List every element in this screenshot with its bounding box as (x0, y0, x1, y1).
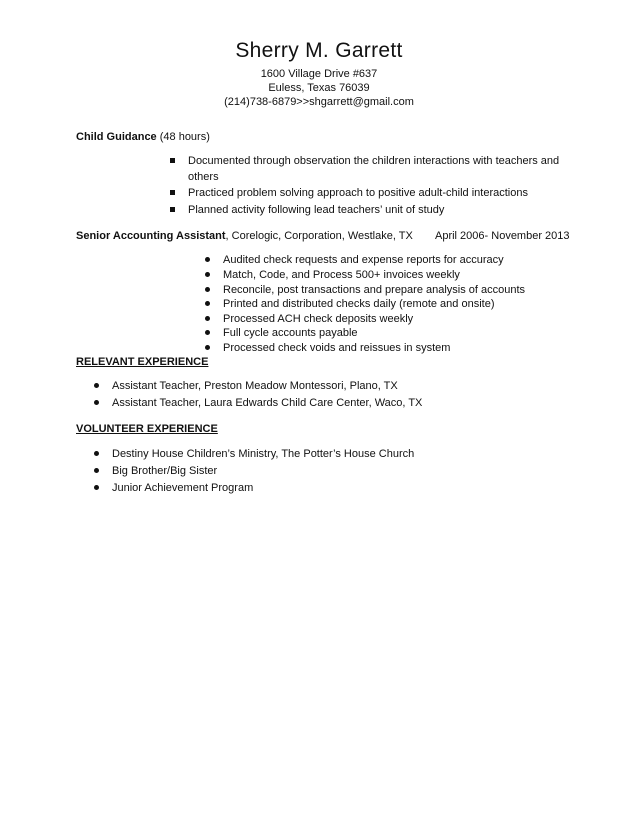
list-item: Assistant Teacher, Preston Meadow Montessori, Plano, TX (94, 379, 398, 393)
square-bullet-icon (170, 158, 175, 163)
address-line-1: 1600 Village Drive #637 (260, 68, 378, 80)
bullet-dot-icon (205, 287, 210, 292)
bullet-dot-icon (94, 383, 99, 388)
child-guidance-hours: (48 hours) (156, 131, 210, 143)
list-item: Printed and distributed checks daily (remote and onsite) (205, 297, 494, 311)
job-title: Senior Accounting Assistant (76, 230, 226, 242)
child-guidance-title: Child Guidance (76, 131, 157, 143)
bullet-dot-icon (205, 272, 210, 277)
list-item: Destiny House Children’s Ministry, The Potter’s House Church (94, 447, 414, 461)
bullet-dot-icon (205, 301, 210, 306)
list-item: Audited check requests and expense reports for accuracy (205, 253, 504, 267)
job-heading (76, 229, 413, 243)
child-guidance-heading (76, 130, 210, 144)
bullet-dot-icon (205, 330, 210, 335)
list-item: Documented through observation the children interactions with teachers and (170, 154, 559, 168)
job-company: , Corelogic, Corporation, Westlake, TX (225, 230, 413, 242)
square-bullet-icon (170, 207, 175, 212)
bullet-dot-icon (205, 257, 210, 262)
list-item-continuation: others (188, 171, 219, 183)
bullet-dot-icon (205, 316, 210, 321)
list-item: Practiced problem solving approach to positive adult-child interactions (170, 186, 528, 200)
volunteer-experience-heading: VOLUNTEER EXPERIENCE (76, 423, 218, 435)
job-dates: April 2006- November 2013 (435, 230, 570, 242)
bullet-dot-icon (94, 468, 99, 473)
list-item: Match, Code, and Process 500+ invoices weekly (205, 268, 460, 282)
list-item: Junior Achievement Program (94, 481, 253, 495)
contact-line: (214)738-6879>>shgarrett@gmail.com (224, 96, 414, 108)
list-item: Processed check voids and reissues in system (205, 341, 450, 355)
resume-name: Sherry M. Garrett (235, 39, 403, 62)
bullet-dot-icon (94, 485, 99, 490)
list-item: Planned activity following lead teachers’ unit of study (170, 203, 444, 217)
list-item: Reconcile, post transactions and prepare analysis of accounts (205, 283, 525, 297)
square-bullet-icon (170, 190, 175, 195)
address-line-2: Euless, Texas 76039 (268, 82, 370, 94)
bullet-dot-icon (94, 400, 99, 405)
relevant-experience-heading: RELEVANT EXPERIENCE (76, 356, 209, 368)
list-item: Processed ACH check deposits weekly (205, 312, 413, 326)
list-item: Assistant Teacher, Laura Edwards Child Care Center, Waco, TX (94, 396, 422, 410)
bullet-dot-icon (205, 345, 210, 350)
list-item: Big Brother/Big Sister (94, 464, 217, 478)
bullet-dot-icon (94, 451, 99, 456)
list-item: Full cycle accounts payable (205, 326, 358, 340)
